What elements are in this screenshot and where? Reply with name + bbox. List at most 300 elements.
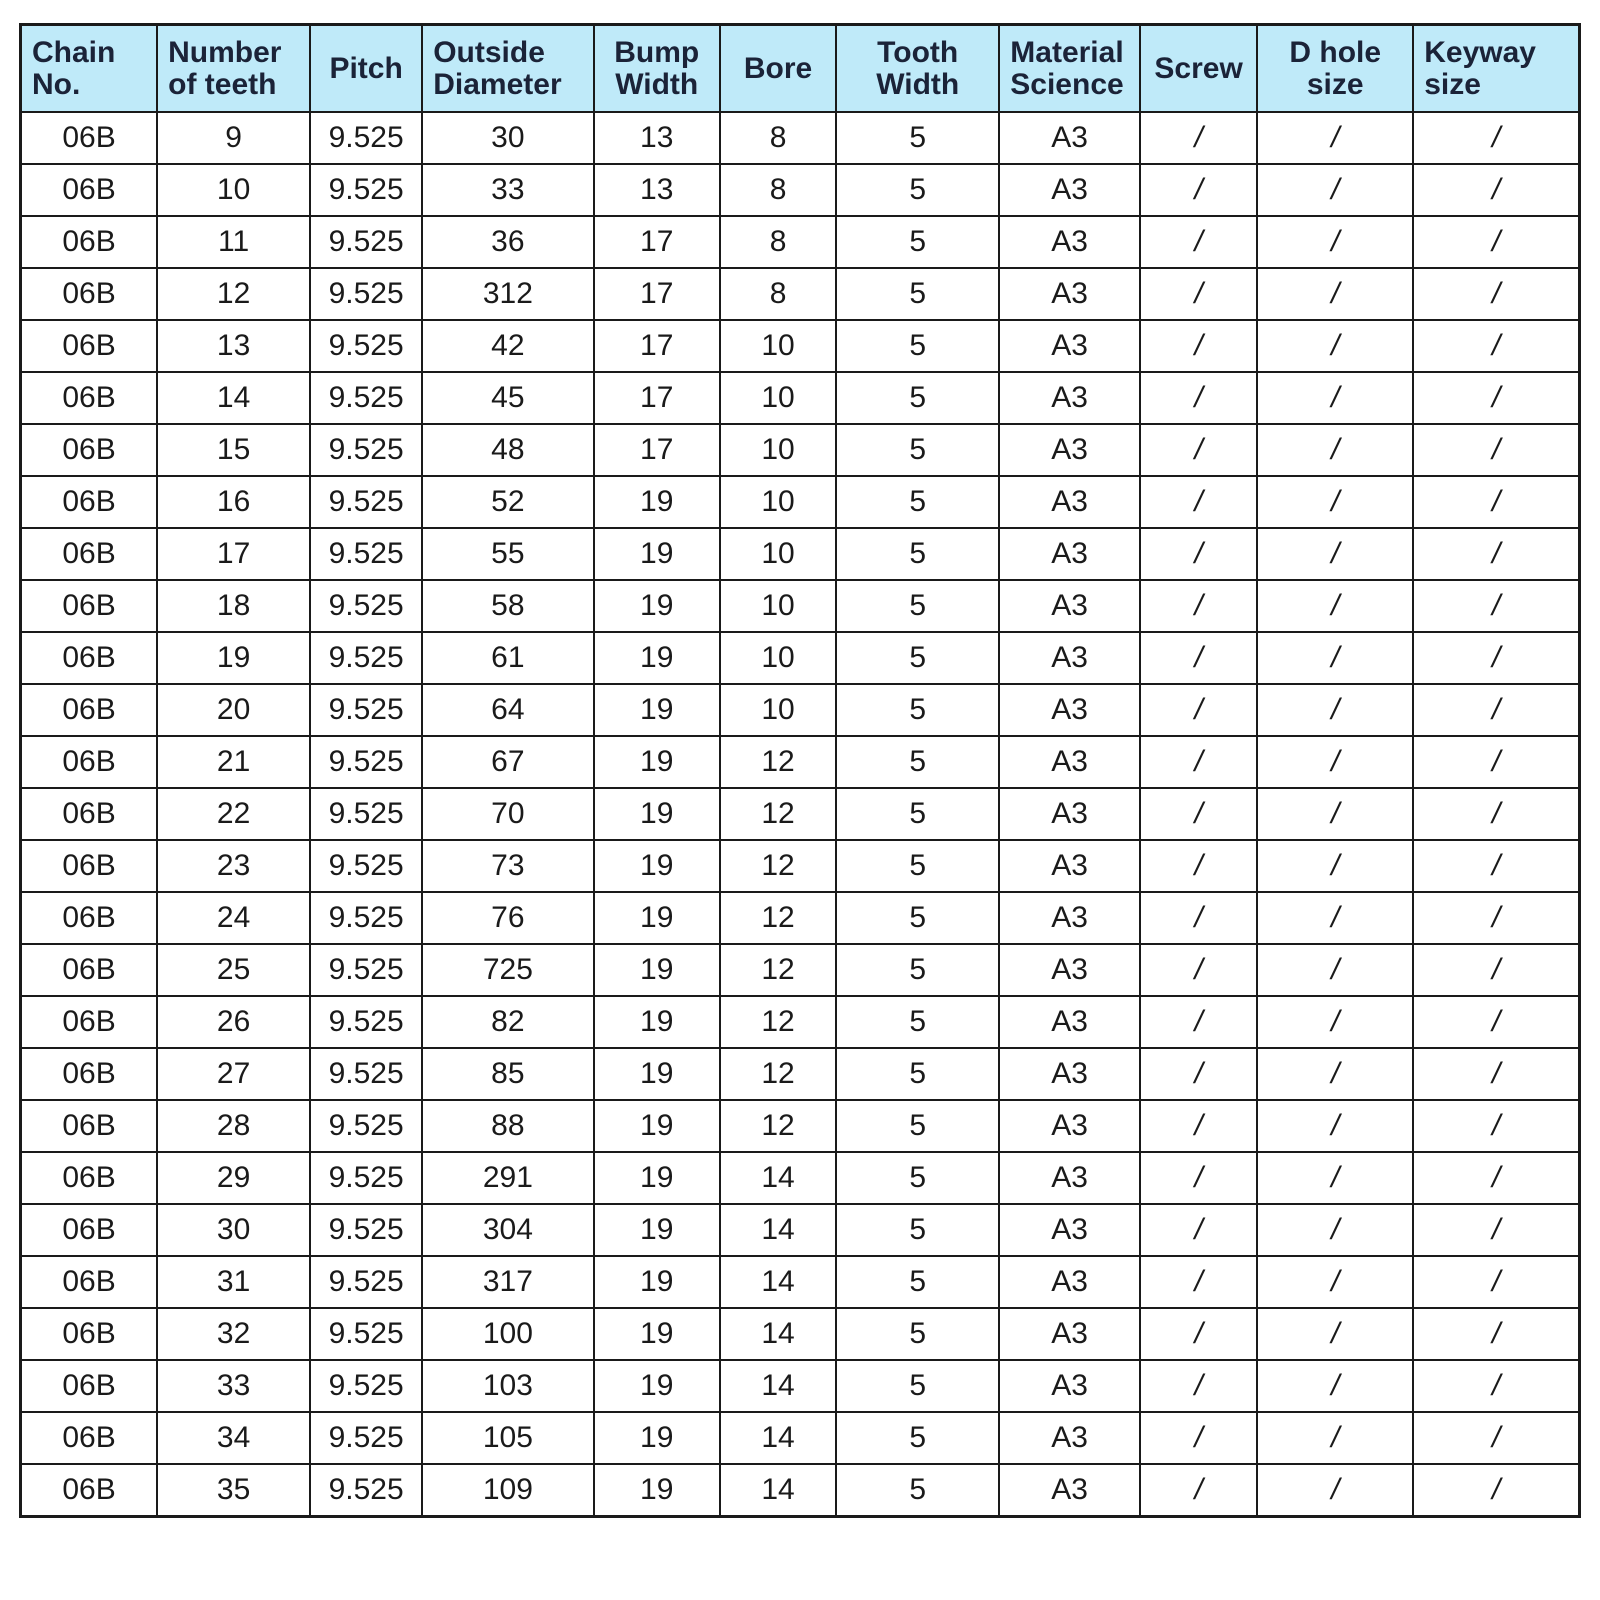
cell-tooth-width: 5 — [836, 528, 999, 580]
cell-d-hole: / — [1257, 164, 1413, 216]
cell-outside-diameter: 304 — [422, 1204, 593, 1256]
table-row — [21, 632, 1580, 684]
table-body — [21, 112, 1580, 1517]
sprocket-spec-table — [19, 23, 1581, 1518]
cell-tooth-width: 5 — [836, 944, 999, 996]
cell-bump-width: 19 — [594, 528, 720, 580]
cell-tooth-width: 5 — [836, 476, 999, 528]
cell-teeth: 27 — [157, 1048, 310, 1100]
cell-pitch: 9.525 — [310, 1308, 422, 1360]
cell-teeth: 22 — [157, 788, 310, 840]
cell-material: A3 — [999, 112, 1140, 164]
cell-material: A3 — [999, 840, 1140, 892]
cell-outside-diameter: 100 — [422, 1308, 593, 1360]
cell-d-hole: / — [1257, 1048, 1413, 1100]
cell-keyway: / — [1413, 944, 1579, 996]
cell-d-hole: / — [1257, 1360, 1413, 1412]
cell-pitch: 9.525 — [310, 372, 422, 424]
table-row — [21, 1100, 1580, 1152]
cell-pitch: 9.525 — [310, 944, 422, 996]
column-header-line1: Number — [168, 35, 282, 69]
cell-pitch: 9.525 — [310, 320, 422, 372]
cell-bore: 12 — [720, 788, 836, 840]
cell-bore: 14 — [720, 1152, 836, 1204]
column-header-line2: size — [1306, 67, 1364, 101]
table-row — [21, 580, 1580, 632]
cell-teeth: 10 — [157, 164, 310, 216]
cell-chain-no: 06B — [21, 892, 158, 944]
cell-bore: 8 — [720, 216, 836, 268]
column-header-line2: Diameter — [433, 67, 562, 101]
cell-d-hole: / — [1257, 736, 1413, 788]
cell-bore: 12 — [720, 1048, 836, 1100]
cell-material: A3 — [999, 1464, 1140, 1517]
cell-material: A3 — [999, 1100, 1140, 1152]
column-header-chain-no — [21, 25, 158, 113]
cell-screw: / — [1140, 1464, 1257, 1517]
cell-bump-width: 19 — [594, 840, 720, 892]
cell-bump-width: 19 — [594, 1360, 720, 1412]
cell-outside-diameter: 36 — [422, 216, 593, 268]
table-row — [21, 892, 1580, 944]
cell-teeth: 12 — [157, 268, 310, 320]
cell-bump-width: 17 — [594, 424, 720, 476]
cell-material: A3 — [999, 944, 1140, 996]
cell-screw: / — [1140, 320, 1257, 372]
cell-outside-diameter: 725 — [422, 944, 593, 996]
cell-keyway: / — [1413, 1100, 1579, 1152]
column-header-line2: Width — [615, 67, 699, 101]
cell-keyway: / — [1413, 164, 1579, 216]
cell-d-hole: / — [1257, 996, 1413, 1048]
cell-tooth-width: 5 — [836, 632, 999, 684]
cell-keyway: / — [1413, 996, 1579, 1048]
cell-chain-no: 06B — [21, 632, 158, 684]
cell-bore: 14 — [720, 1412, 836, 1464]
cell-material: A3 — [999, 424, 1140, 476]
cell-keyway: / — [1413, 1048, 1579, 1100]
cell-material: A3 — [999, 684, 1140, 736]
cell-screw: / — [1140, 372, 1257, 424]
cell-keyway: / — [1413, 840, 1579, 892]
cell-chain-no: 06B — [21, 684, 158, 736]
table-row — [21, 112, 1580, 164]
cell-bump-width: 13 — [594, 164, 720, 216]
cell-bore: 12 — [720, 996, 836, 1048]
table-row — [21, 996, 1580, 1048]
cell-bore: 12 — [720, 736, 836, 788]
table-row — [21, 1308, 1580, 1360]
table-row — [21, 1204, 1580, 1256]
cell-pitch: 9.525 — [310, 788, 422, 840]
cell-pitch: 9.525 — [310, 684, 422, 736]
cell-chain-no: 06B — [21, 528, 158, 580]
cell-pitch: 9.525 — [310, 892, 422, 944]
cell-bump-width: 17 — [594, 372, 720, 424]
cell-d-hole: / — [1257, 528, 1413, 580]
column-header-tooth-width — [836, 25, 999, 113]
cell-material: A3 — [999, 320, 1140, 372]
cell-bore: 12 — [720, 892, 836, 944]
column-header-screw — [1140, 25, 1257, 113]
column-header-line2: Width — [876, 67, 960, 101]
cell-outside-diameter: 67 — [422, 736, 593, 788]
cell-keyway: / — [1413, 1256, 1579, 1308]
cell-chain-no: 06B — [21, 476, 158, 528]
cell-d-hole: / — [1257, 1308, 1413, 1360]
column-header-d-hole — [1257, 25, 1413, 113]
cell-bore: 10 — [720, 320, 836, 372]
cell-tooth-width: 5 — [836, 216, 999, 268]
cell-outside-diameter: 73 — [422, 840, 593, 892]
cell-keyway: / — [1413, 892, 1579, 944]
cell-tooth-width: 5 — [836, 1464, 999, 1517]
cell-bore: 12 — [720, 840, 836, 892]
cell-bore: 10 — [720, 372, 836, 424]
cell-screw: / — [1140, 944, 1257, 996]
cell-teeth: 14 — [157, 372, 310, 424]
cell-bore: 10 — [720, 580, 836, 632]
column-header-line2: No. — [32, 67, 81, 101]
cell-teeth: 29 — [157, 1152, 310, 1204]
cell-keyway: / — [1413, 1152, 1579, 1204]
cell-pitch: 9.525 — [310, 476, 422, 528]
cell-tooth-width: 5 — [836, 684, 999, 736]
cell-pitch: 9.525 — [310, 1360, 422, 1412]
cell-bore: 10 — [720, 476, 836, 528]
cell-keyway: / — [1413, 788, 1579, 840]
cell-pitch: 9.525 — [310, 1464, 422, 1517]
cell-d-hole: / — [1257, 840, 1413, 892]
cell-bump-width: 19 — [594, 1412, 720, 1464]
cell-keyway: / — [1413, 424, 1579, 476]
cell-chain-no: 06B — [21, 216, 158, 268]
cell-pitch: 9.525 — [310, 216, 422, 268]
cell-outside-diameter: 82 — [422, 996, 593, 1048]
cell-chain-no: 06B — [21, 1464, 158, 1517]
cell-screw: / — [1140, 1360, 1257, 1412]
cell-keyway: / — [1413, 580, 1579, 632]
cell-d-hole: / — [1257, 684, 1413, 736]
column-header-line1: Keyway — [1424, 35, 1536, 69]
cell-bore: 10 — [720, 684, 836, 736]
cell-teeth: 23 — [157, 840, 310, 892]
cell-bump-width: 19 — [594, 736, 720, 788]
cell-material: A3 — [999, 1412, 1140, 1464]
cell-tooth-width: 5 — [836, 580, 999, 632]
table-row — [21, 1256, 1580, 1308]
cell-teeth: 34 — [157, 1412, 310, 1464]
cell-screw: / — [1140, 632, 1257, 684]
cell-pitch: 9.525 — [310, 580, 422, 632]
cell-chain-no: 06B — [21, 268, 158, 320]
cell-bump-width: 19 — [594, 788, 720, 840]
cell-keyway: / — [1413, 476, 1579, 528]
cell-d-hole: / — [1257, 580, 1413, 632]
cell-teeth: 19 — [157, 632, 310, 684]
cell-bump-width: 19 — [594, 1464, 720, 1517]
cell-bump-width: 19 — [594, 1256, 720, 1308]
cell-keyway: / — [1413, 216, 1579, 268]
cell-chain-no: 06B — [21, 1100, 158, 1152]
cell-material: A3 — [999, 372, 1140, 424]
table-row — [21, 476, 1580, 528]
cell-tooth-width: 5 — [836, 112, 999, 164]
column-header-line1: Pitch — [329, 51, 403, 85]
cell-chain-no: 06B — [21, 996, 158, 1048]
column-header-line1: Bump — [614, 35, 700, 69]
cell-material: A3 — [999, 268, 1140, 320]
cell-outside-diameter: 103 — [422, 1360, 593, 1412]
cell-d-hole: / — [1257, 476, 1413, 528]
cell-bump-width: 19 — [594, 1100, 720, 1152]
cell-tooth-width: 5 — [836, 1308, 999, 1360]
cell-pitch: 9.525 — [310, 736, 422, 788]
cell-bump-width: 19 — [594, 1048, 720, 1100]
table-row — [21, 1152, 1580, 1204]
column-header-line1: Tooth — [877, 35, 959, 69]
cell-keyway: / — [1413, 268, 1579, 320]
cell-keyway: / — [1413, 528, 1579, 580]
table-row — [21, 320, 1580, 372]
cell-tooth-width: 5 — [836, 1256, 999, 1308]
cell-bump-width: 19 — [594, 996, 720, 1048]
cell-keyway: / — [1413, 1360, 1579, 1412]
cell-tooth-width: 5 — [836, 1360, 999, 1412]
cell-pitch: 9.525 — [310, 424, 422, 476]
cell-bore: 10 — [720, 424, 836, 476]
cell-bump-width: 19 — [594, 1204, 720, 1256]
cell-bore: 8 — [720, 112, 836, 164]
cell-chain-no: 06B — [21, 1256, 158, 1308]
cell-bore: 14 — [720, 1204, 836, 1256]
cell-outside-diameter: 109 — [422, 1464, 593, 1517]
cell-material: A3 — [999, 1204, 1140, 1256]
cell-d-hole: / — [1257, 424, 1413, 476]
cell-outside-diameter: 85 — [422, 1048, 593, 1100]
table-row — [21, 216, 1580, 268]
cell-d-hole: / — [1257, 892, 1413, 944]
cell-d-hole: / — [1257, 372, 1413, 424]
column-header-line2: of teeth — [168, 67, 277, 101]
cell-keyway: / — [1413, 112, 1579, 164]
column-header-keyway — [1413, 25, 1579, 113]
table-row — [21, 788, 1580, 840]
cell-bore: 10 — [720, 632, 836, 684]
cell-screw: / — [1140, 424, 1257, 476]
table-row — [21, 1412, 1580, 1464]
column-header-line2: Science — [1010, 67, 1124, 101]
column-header-line2: size — [1424, 67, 1481, 101]
cell-pitch: 9.525 — [310, 528, 422, 580]
cell-screw: / — [1140, 736, 1257, 788]
cell-teeth: 20 — [157, 684, 310, 736]
table-row — [21, 684, 1580, 736]
cell-outside-diameter: 33 — [422, 164, 593, 216]
cell-teeth: 9 — [157, 112, 310, 164]
table-row — [21, 944, 1580, 996]
cell-bump-width: 19 — [594, 632, 720, 684]
cell-teeth: 18 — [157, 580, 310, 632]
table-header — [21, 25, 1580, 113]
cell-pitch: 9.525 — [310, 632, 422, 684]
cell-keyway: / — [1413, 1412, 1579, 1464]
cell-d-hole: / — [1257, 268, 1413, 320]
cell-material: A3 — [999, 580, 1140, 632]
cell-keyway: / — [1413, 1464, 1579, 1517]
column-header-material — [999, 25, 1140, 113]
cell-pitch: 9.525 — [310, 112, 422, 164]
column-header-pitch — [310, 25, 422, 113]
cell-bump-width: 19 — [594, 892, 720, 944]
column-header-bump-width — [594, 25, 720, 113]
cell-teeth: 16 — [157, 476, 310, 528]
cell-keyway: / — [1413, 1308, 1579, 1360]
cell-pitch: 9.525 — [310, 1256, 422, 1308]
cell-bore: 12 — [720, 1100, 836, 1152]
cell-bump-width: 19 — [594, 1308, 720, 1360]
cell-tooth-width: 5 — [836, 1204, 999, 1256]
cell-bore: 14 — [720, 1256, 836, 1308]
cell-screw: / — [1140, 1204, 1257, 1256]
cell-screw: / — [1140, 996, 1257, 1048]
cell-tooth-width: 5 — [836, 892, 999, 944]
cell-material: A3 — [999, 476, 1140, 528]
cell-outside-diameter: 48 — [422, 424, 593, 476]
cell-tooth-width: 5 — [836, 736, 999, 788]
cell-chain-no: 06B — [21, 1412, 158, 1464]
cell-tooth-width: 5 — [836, 1412, 999, 1464]
cell-teeth: 33 — [157, 1360, 310, 1412]
cell-screw: / — [1140, 112, 1257, 164]
cell-screw: / — [1140, 1412, 1257, 1464]
cell-material: A3 — [999, 164, 1140, 216]
cell-bump-width: 19 — [594, 476, 720, 528]
cell-chain-no: 06B — [21, 320, 158, 372]
cell-d-hole: / — [1257, 112, 1413, 164]
cell-bore: 10 — [720, 528, 836, 580]
cell-outside-diameter: 291 — [422, 1152, 593, 1204]
column-header-teeth — [157, 25, 310, 113]
cell-teeth: 15 — [157, 424, 310, 476]
cell-bump-width: 17 — [594, 268, 720, 320]
cell-material: A3 — [999, 892, 1140, 944]
cell-bump-width: 19 — [594, 1152, 720, 1204]
cell-bump-width: 13 — [594, 112, 720, 164]
cell-teeth: 26 — [157, 996, 310, 1048]
cell-tooth-width: 5 — [836, 996, 999, 1048]
cell-teeth: 30 — [157, 1204, 310, 1256]
cell-teeth: 31 — [157, 1256, 310, 1308]
cell-d-hole: / — [1257, 632, 1413, 684]
cell-chain-no: 06B — [21, 580, 158, 632]
cell-outside-diameter: 312 — [422, 268, 593, 320]
column-header-line1: Outside — [433, 35, 545, 69]
cell-bore: 8 — [720, 164, 836, 216]
cell-screw: / — [1140, 1048, 1257, 1100]
cell-chain-no: 06B — [21, 164, 158, 216]
cell-bore: 14 — [720, 1360, 836, 1412]
cell-outside-diameter: 88 — [422, 1100, 593, 1152]
cell-screw: / — [1140, 580, 1257, 632]
cell-d-hole: / — [1257, 1204, 1413, 1256]
cell-pitch: 9.525 — [310, 1412, 422, 1464]
cell-d-hole: / — [1257, 1152, 1413, 1204]
cell-teeth: 28 — [157, 1100, 310, 1152]
cell-tooth-width: 5 — [836, 164, 999, 216]
cell-outside-diameter: 317 — [422, 1256, 593, 1308]
cell-material: A3 — [999, 1152, 1140, 1204]
cell-chain-no: 06B — [21, 372, 158, 424]
cell-chain-no: 06B — [21, 788, 158, 840]
cell-pitch: 9.525 — [310, 996, 422, 1048]
cell-keyway: / — [1413, 372, 1579, 424]
cell-bore: 14 — [720, 1464, 836, 1517]
cell-d-hole: / — [1257, 1100, 1413, 1152]
cell-chain-no: 06B — [21, 1152, 158, 1204]
column-header-line1: Material — [1010, 35, 1124, 69]
cell-teeth: 25 — [157, 944, 310, 996]
table-row — [21, 268, 1580, 320]
cell-d-hole: / — [1257, 944, 1413, 996]
cell-tooth-width: 5 — [836, 424, 999, 476]
cell-outside-diameter: 45 — [422, 372, 593, 424]
cell-bump-width: 17 — [594, 320, 720, 372]
cell-outside-diameter: 52 — [422, 476, 593, 528]
cell-pitch: 9.525 — [310, 1204, 422, 1256]
column-header-line1: Bore — [743, 51, 813, 85]
cell-material: A3 — [999, 1308, 1140, 1360]
cell-outside-diameter: 76 — [422, 892, 593, 944]
table-row — [21, 424, 1580, 476]
cell-teeth: 13 — [157, 320, 310, 372]
cell-screw: / — [1140, 1100, 1257, 1152]
cell-screw: / — [1140, 476, 1257, 528]
table-row — [21, 1464, 1580, 1517]
column-header-bore — [720, 25, 836, 113]
cell-outside-diameter: 64 — [422, 684, 593, 736]
table-row — [21, 1048, 1580, 1100]
cell-keyway: / — [1413, 1204, 1579, 1256]
table-row — [21, 1360, 1580, 1412]
cell-material: A3 — [999, 1048, 1140, 1100]
cell-material: A3 — [999, 736, 1140, 788]
column-header-line1: D hole — [1289, 35, 1382, 69]
cell-bore: 14 — [720, 1308, 836, 1360]
cell-chain-no: 06B — [21, 1204, 158, 1256]
cell-material: A3 — [999, 996, 1140, 1048]
cell-screw: / — [1140, 216, 1257, 268]
cell-chain-no: 06B — [21, 944, 158, 996]
cell-material: A3 — [999, 632, 1140, 684]
cell-outside-diameter: 58 — [422, 580, 593, 632]
cell-d-hole: / — [1257, 216, 1413, 268]
cell-bump-width: 19 — [594, 580, 720, 632]
cell-teeth: 17 — [157, 528, 310, 580]
cell-material: A3 — [999, 1256, 1140, 1308]
cell-outside-diameter: 42 — [422, 320, 593, 372]
cell-tooth-width: 5 — [836, 320, 999, 372]
cell-screw: / — [1140, 268, 1257, 320]
cell-screw: / — [1140, 1308, 1257, 1360]
cell-chain-no: 06B — [21, 1048, 158, 1100]
cell-outside-diameter: 70 — [422, 788, 593, 840]
cell-tooth-width: 5 — [836, 268, 999, 320]
cell-d-hole: / — [1257, 1256, 1413, 1308]
table-row — [21, 528, 1580, 580]
cell-material: A3 — [999, 788, 1140, 840]
cell-screw: / — [1140, 164, 1257, 216]
